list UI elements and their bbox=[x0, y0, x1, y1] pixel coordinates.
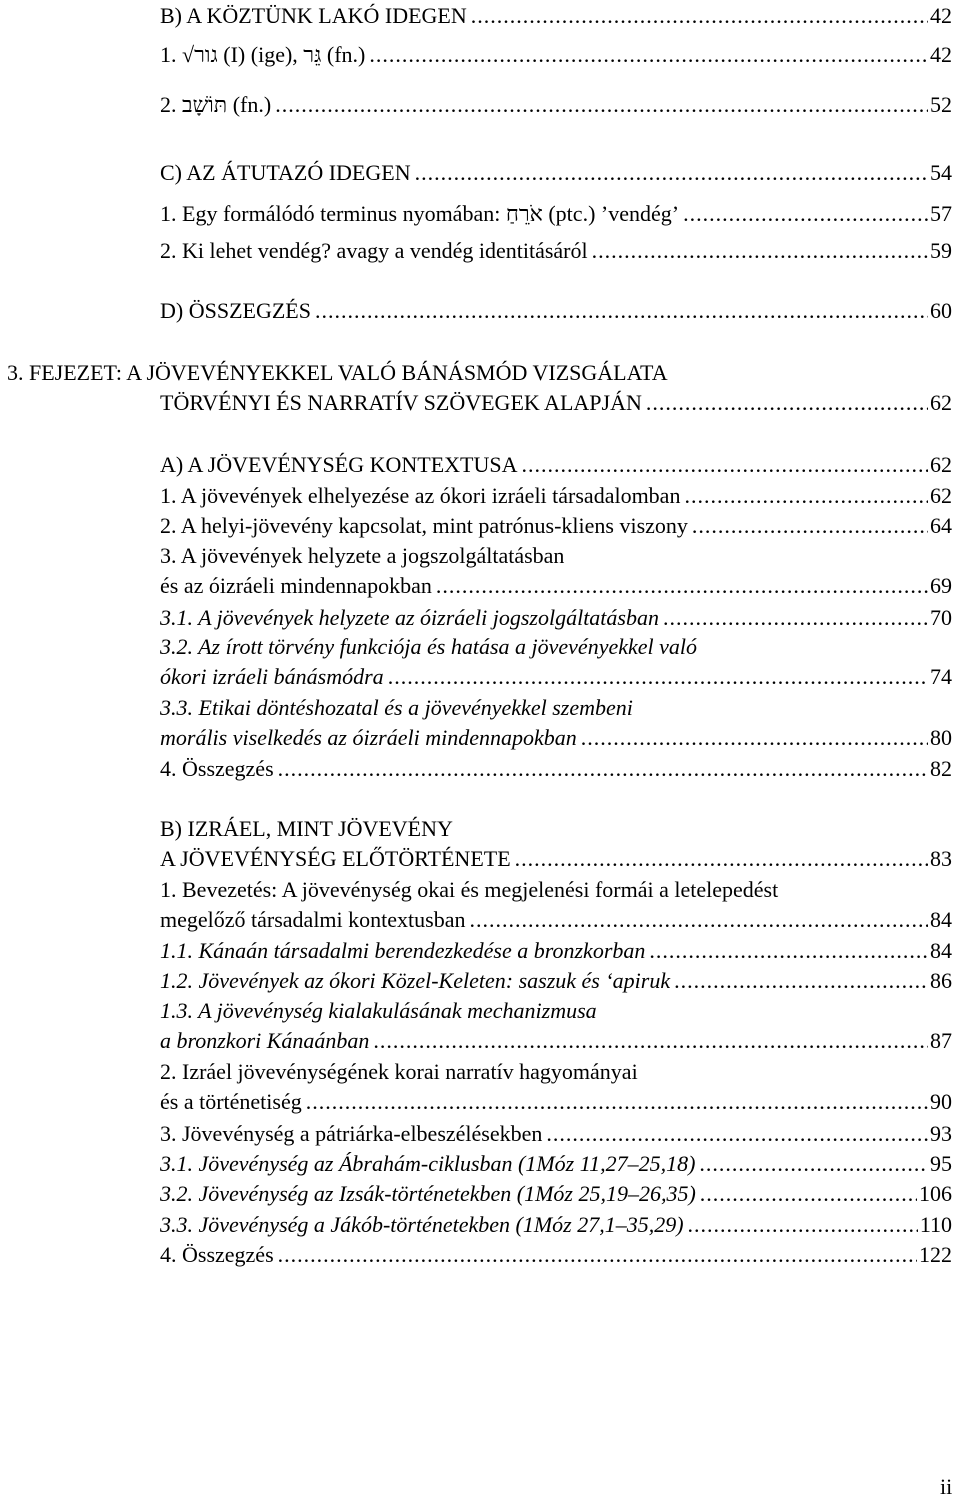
toc-entry-title: 2. Ki lehet vendég? avagy a vendég identitásáról bbox=[160, 238, 588, 263]
leader-dots bbox=[415, 160, 928, 186]
toc-entry-title: 1.1. Kánaán társadalmi berendezkedése a bronzkorban bbox=[160, 938, 646, 963]
toc-entry-title: 3.3. Jövevénység a Jákób-történetekben (1Móz 27,1–35,29) bbox=[160, 1212, 684, 1237]
toc-entry-title: 4. Összegzés bbox=[160, 756, 274, 781]
toc-page-number: 80 bbox=[930, 725, 952, 750]
toc-page-number: 83 bbox=[930, 846, 952, 871]
toc-entry-a-3-3[interactable] bbox=[160, 695, 952, 751]
toc-entry-title: 3. FEJEZET: A JÖVEVÉNYEKKEL VALÓ BÁNÁSMÓD VIZSGÁLATA bbox=[7, 360, 668, 385]
toc-entry-a-1[interactable] bbox=[160, 483, 952, 509]
toc-entry-b-koztunk[interactable] bbox=[160, 3, 952, 29]
toc-entry-bi-3-2[interactable] bbox=[160, 1181, 952, 1207]
toc-entry-title-line2: megelőző társadalmi kontextusban bbox=[160, 907, 466, 932]
leader-dots bbox=[388, 664, 928, 690]
leader-dots bbox=[515, 846, 928, 872]
toc-entry-title: 1. Bevezetés: A jövevénység okai és megjelenési formái a letelepedést bbox=[160, 877, 779, 902]
leader-dots bbox=[471, 3, 928, 29]
toc-entry-title: 3.3. Etikai döntéshozatal és a jövevényekkel szembeni bbox=[160, 695, 633, 720]
leader-dots bbox=[699, 1151, 928, 1177]
toc-page-number: 74 bbox=[930, 664, 952, 689]
toc-entry-title: 2. Izráel jövevénységének korai narratív hagyományai bbox=[160, 1059, 638, 1084]
toc-entry-title: 2. תּוֹשָׁב (fn.) bbox=[160, 92, 272, 118]
leader-dots bbox=[546, 1121, 928, 1147]
toc-page-number: 93 bbox=[930, 1121, 952, 1146]
leader-dots bbox=[373, 1028, 928, 1054]
toc-entry-bi-1[interactable] bbox=[160, 877, 952, 933]
leader-dots bbox=[581, 725, 928, 751]
toc-page-number: 52 bbox=[930, 92, 952, 117]
toc-entry-b-1-gur[interactable] bbox=[160, 42, 952, 69]
toc-entry-title: 3.2. Az írott törvény funkciója és hatása a jövevényekkel való bbox=[160, 634, 698, 659]
toc-page-number: 84 bbox=[930, 907, 952, 932]
hebrew-word: תּוֹשָׁב bbox=[182, 93, 228, 118]
leader-dots bbox=[369, 42, 928, 68]
toc-entry-title: 1. A jövevények elhelyezése az ókori izráeli társadalomban bbox=[160, 483, 681, 508]
leader-dots bbox=[522, 452, 929, 478]
toc-entry-d[interactable] bbox=[160, 298, 952, 324]
toc-entry-title: 3.1. A jövevények helyzete az óizráeli jogszolgáltatásban bbox=[160, 605, 659, 630]
toc-page-number: 64 bbox=[930, 513, 952, 538]
toc-entry-bi-2[interactable] bbox=[160, 1059, 952, 1115]
leader-dots bbox=[436, 573, 928, 599]
leader-dots bbox=[688, 1212, 918, 1238]
toc-entry-title: 3.2. Jövevénység az Izsák-történetekben (1Móz 25,19–26,35) bbox=[160, 1181, 696, 1206]
toc-entry-title-line2: és az óizráeli mindennapokban bbox=[160, 573, 432, 598]
toc-page-number: 82 bbox=[930, 756, 952, 781]
toc-entry-title: 1. Egy formálódó terminus nyomában: אֹרֵחַ (ptc.) ’vendég’ bbox=[160, 201, 680, 227]
toc-entry-a-2[interactable] bbox=[160, 513, 952, 539]
toc-page-number: 86 bbox=[930, 968, 952, 993]
hebrew-word: אֹרֵחַ bbox=[505, 202, 543, 227]
toc-page-number: 59 bbox=[930, 238, 952, 263]
toc-page-number: 106 bbox=[919, 1181, 952, 1206]
toc-page-number: 42 bbox=[930, 42, 952, 67]
leader-dots bbox=[306, 1089, 928, 1115]
toc-entry-chapter-3[interactable] bbox=[0, 360, 952, 416]
toc-page-number: 62 bbox=[930, 452, 952, 477]
toc-entry-c[interactable] bbox=[160, 160, 952, 186]
hebrew-word: גֵּר bbox=[303, 43, 322, 68]
toc-entry-title: B) A KÖZTÜNK LAKÓ IDEGEN bbox=[160, 3, 467, 28]
toc-page-number: 87 bbox=[930, 1028, 952, 1053]
toc-entry-title-line2: morális viselkedés az óizráeli mindennapokban bbox=[160, 725, 577, 750]
leader-dots bbox=[469, 907, 928, 933]
toc-entry-title: 2. A helyi-jövevény kapcsolat, mint patrónus-kliens viszony bbox=[160, 513, 688, 538]
leader-dots bbox=[700, 1181, 917, 1207]
toc-entry-bi-1-2[interactable] bbox=[160, 968, 952, 994]
page-number: ii bbox=[940, 1474, 953, 1499]
leader-dots bbox=[315, 298, 928, 324]
toc-page-number: 62 bbox=[930, 483, 952, 508]
toc-page-number: 57 bbox=[930, 201, 952, 226]
toc-page-number: 122 bbox=[919, 1242, 952, 1267]
leader-dots bbox=[692, 513, 928, 539]
toc-entry-title: A) A JÖVEVÉNYSÉG KONTEXTUSA bbox=[160, 452, 518, 477]
toc-entry-bi-3[interactable] bbox=[160, 1121, 952, 1147]
toc-page-number: 95 bbox=[930, 1151, 952, 1176]
toc-entry-bi-3-1[interactable] bbox=[160, 1151, 952, 1177]
toc-page-number: 42 bbox=[930, 3, 952, 28]
leader-dots bbox=[683, 201, 928, 227]
toc-entry-title: 3. Jövevénység a pátriárka-elbeszélésekben bbox=[160, 1121, 543, 1146]
toc-entry-title: 1. √גור (I) (ige), גֵּר (fn.) bbox=[160, 42, 366, 68]
toc-page-number: 62 bbox=[930, 390, 952, 415]
toc-entry-title: 3.1. Jövevénység az Ábrahám-ciklusban (1Móz 11,27–25,18) bbox=[160, 1151, 696, 1176]
toc-entry-title-line2: a bronzkori Kánaánban bbox=[160, 1028, 370, 1053]
hebrew-word: גור bbox=[194, 43, 218, 68]
leader-dots bbox=[646, 390, 928, 416]
toc-page-number: 69 bbox=[930, 573, 952, 598]
leader-dots bbox=[592, 238, 928, 264]
toc-page-number: 54 bbox=[930, 160, 952, 185]
toc-entry-a-4[interactable] bbox=[160, 756, 952, 782]
toc-entry-title: D) ÖSSZEGZÉS bbox=[160, 298, 311, 323]
toc-entry-title-line2: TÖRVÉNYI ÉS NARRATÍV SZÖVEGEK ALAPJÁN bbox=[160, 390, 642, 415]
toc-entry-bi-4[interactable] bbox=[160, 1242, 952, 1268]
toc-entry-bi-3-3[interactable] bbox=[160, 1212, 952, 1238]
toc-page-number: 90 bbox=[930, 1089, 952, 1114]
toc-entry-b-2-toshav[interactable] bbox=[160, 92, 952, 119]
toc-entry-a-3-1[interactable] bbox=[160, 605, 952, 631]
leader-dots bbox=[278, 756, 928, 782]
toc-entry-c-1[interactable] bbox=[160, 201, 952, 228]
leader-dots bbox=[684, 483, 928, 509]
leader-dots bbox=[278, 1242, 917, 1268]
toc-entry-title-line2: A JÖVEVÉNYSÉG ELŐTÖRTÉNETE bbox=[160, 846, 511, 871]
toc-page-number: 60 bbox=[930, 298, 952, 323]
toc-page-number: 84 bbox=[930, 938, 952, 963]
toc-entry-title: C) AZ ÁTUTAZÓ IDEGEN bbox=[160, 160, 411, 185]
leader-dots bbox=[663, 605, 928, 631]
toc-entry-a-3[interactable] bbox=[160, 543, 952, 599]
leader-dots bbox=[275, 92, 928, 118]
leader-dots bbox=[649, 938, 928, 964]
toc-entry-title: 3. A jövevények helyzete a jogszolgáltatásban bbox=[160, 543, 565, 568]
toc-entry-title-line2: ókori izráeli bánásmódra bbox=[160, 664, 384, 689]
toc-page-number: 70 bbox=[930, 605, 952, 630]
toc-entry-b-izrael[interactable] bbox=[160, 816, 952, 872]
toc-entry-title-line2: és a történetiség bbox=[160, 1089, 302, 1114]
toc-entry-a[interactable] bbox=[160, 452, 952, 478]
toc-entry-title: 4. Összegzés bbox=[160, 1242, 274, 1267]
leader-dots bbox=[674, 968, 928, 994]
toc-entry-c-2[interactable] bbox=[160, 238, 952, 264]
toc-entry-a-3-2[interactable] bbox=[160, 634, 952, 690]
toc-entry-title: 1.3. A jövevénység kialakulásának mechanizmusa bbox=[160, 998, 597, 1023]
toc-entry-title: 1.2. Jövevények az ókori Közel-Keleten: saszuk és ‘apiruk bbox=[160, 968, 671, 993]
toc-entry-title: B) IZRÁEL, MINT JÖVEVÉNY bbox=[160, 816, 453, 841]
toc-page-number: 110 bbox=[919, 1212, 952, 1237]
toc-entry-bi-1-1[interactable] bbox=[160, 938, 952, 964]
toc-entry-bi-1-3[interactable] bbox=[160, 998, 952, 1054]
